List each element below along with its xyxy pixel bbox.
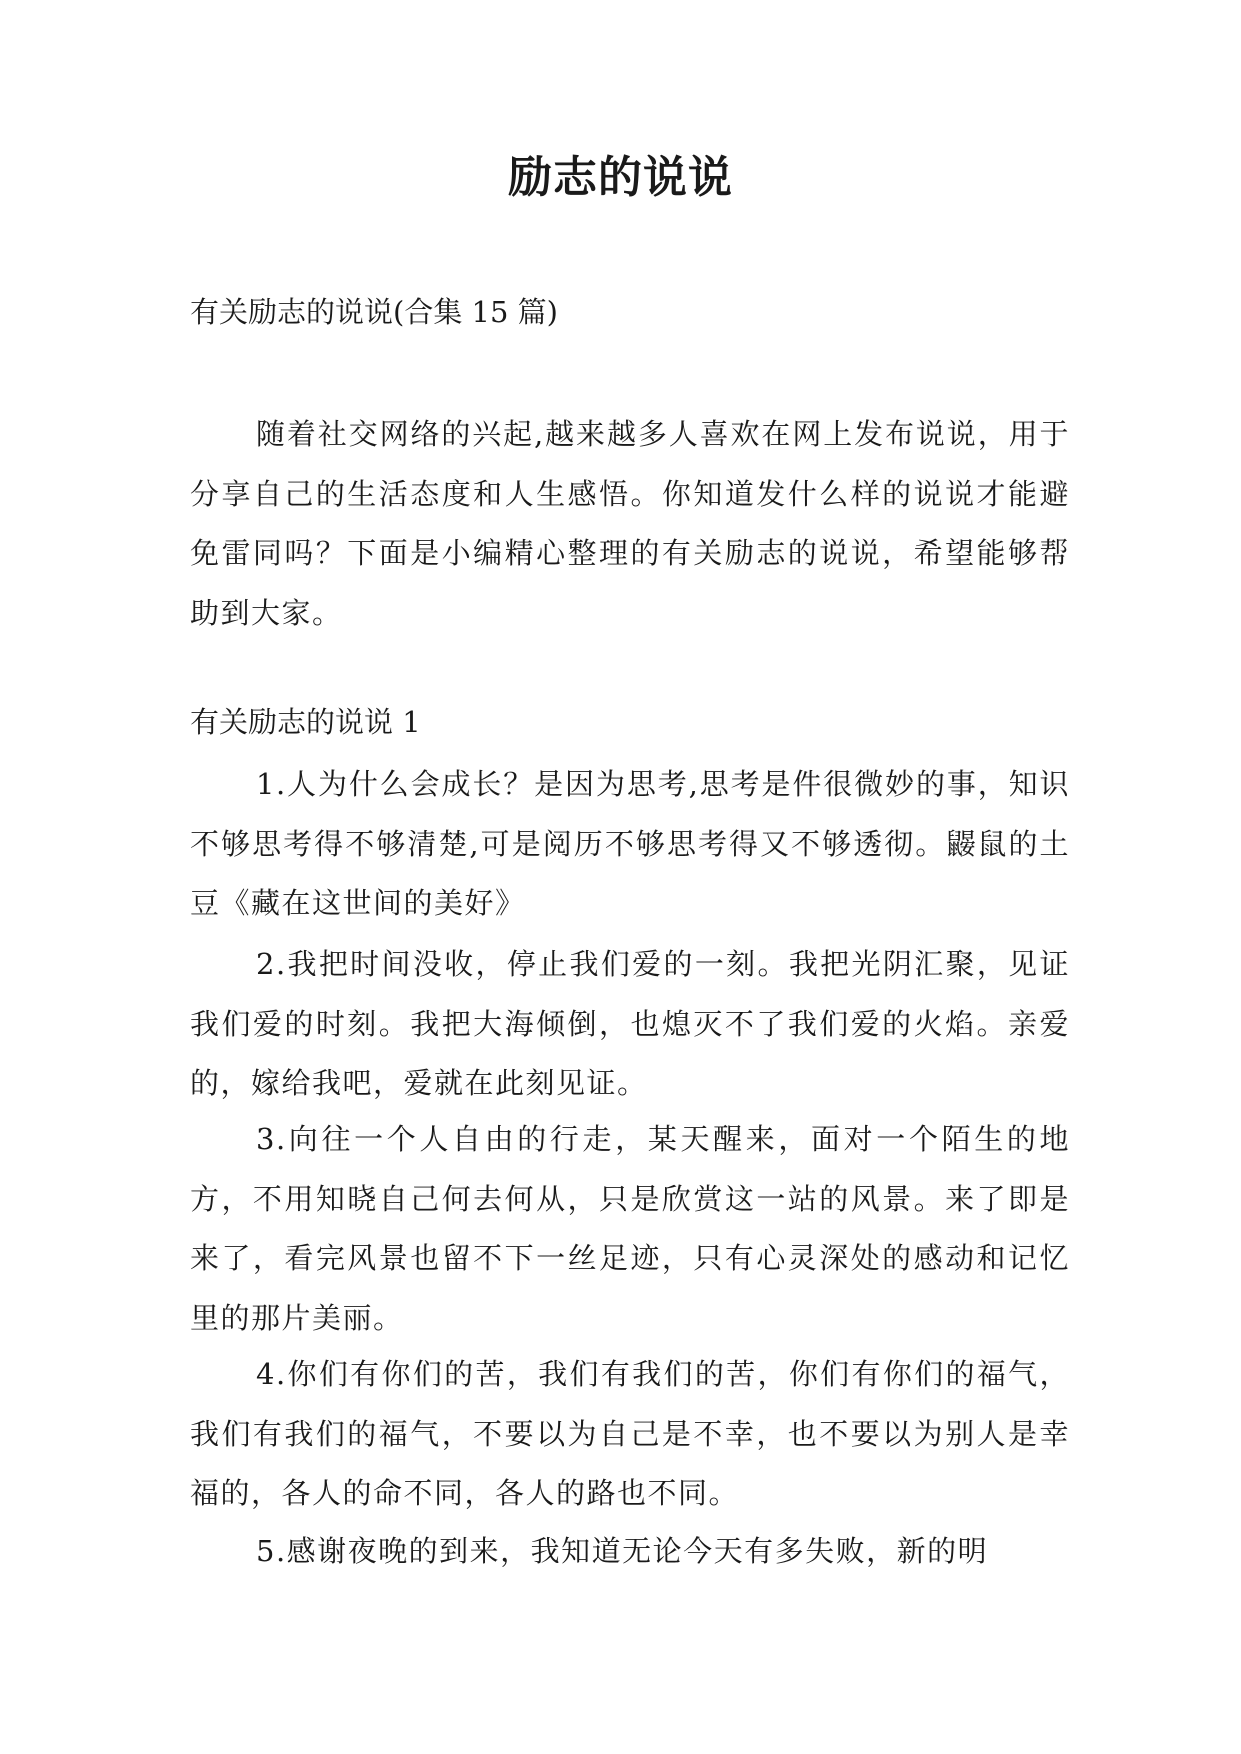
- list-item: 1.人为什么会成长？是因为思考,思考是件很微妙的事，知识不够思考得不够清楚,可是阅历不够思考得又不够透彻。鼹鼠的土豆《藏在这世间的美好》: [190, 767, 1070, 920]
- list-item: 5.感谢夜晚的到来，我知道无论今天有多失败，新的明: [256, 1534, 989, 1568]
- document-title: 励志的说说: [508, 152, 733, 203]
- list-item: 4.你们有你们的苦，我们有我们的苦，你们有你们的福气，我们有我们的福气，不要以为自己是不幸，也不要以为别人是幸福的，各人的命不同，各人的路也不同。: [190, 1357, 1070, 1510]
- list-item: 2.我把时间没收，停止我们爱的一刻。我把光阴汇聚，见证我们爱的时刻。我把大海倾倒，也熄灭不了我们爱的火焰。亲爱的，嫁给我吧，爱就在此刻见证。: [190, 947, 1070, 1100]
- list-item: 3.向往一个人自由的行走，某天醒来，面对一个陌生的地方，不用知晓自己何去何从，只是欣赏这一站的风景。来了即是来了，看完风景也留不下一丝足迹，只有心灵深处的感动和记忆里的那片美丽。: [190, 1122, 1070, 1335]
- intro-paragraph: 随着社交网络的兴起,越来越多人喜欢在网上发布说说，用于分享自己的生活态度和人生感悟。你知道发什么样的说说才能避免雷同吗？下面是小编精心整理的有关励志的说说，希望能够帮助到大家。: [190, 417, 1070, 630]
- section-heading: 有关励志的说说 1: [190, 705, 421, 739]
- document-subtitle: 有关励志的说说(合集 15 篇): [190, 295, 558, 329]
